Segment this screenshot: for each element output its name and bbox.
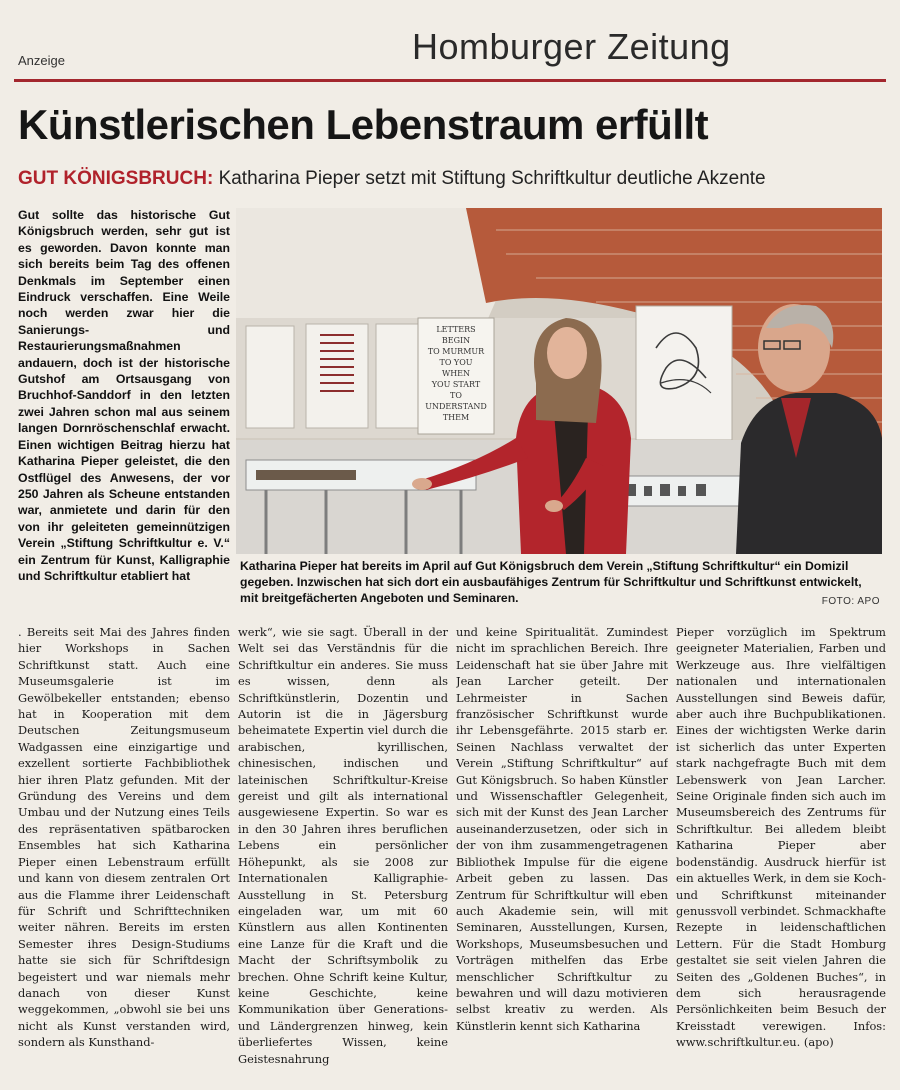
header-rule [14, 79, 886, 82]
headline: Künstlerischen Lebenstraum erfüllt [18, 101, 709, 148]
calligraphy-line: BEGIN [441, 336, 471, 345]
article-photo [236, 208, 882, 554]
photo-credit: FOTO: APO [821, 596, 880, 607]
subheadline-text: Katharina Pieper setzt mit Stiftung Schriftkultur deutliche Akzente [218, 168, 766, 189]
calligraphy-line: TO MURMUR [427, 347, 485, 356]
photo-caption: Katharina Pieper hat bereits im April auf Gut Königsbruch dem Verein „Stiftung Schriftkultur“ ein Domizil gegeben. Inzwischen hat sich dort ein ausbaufähiges Zentrum für Schriftkultur und Schriftkunst entwickelt, mit breitgefächerten Angeboten und Seminaren. [240, 559, 862, 605]
ad-label: Anzeige [18, 53, 65, 68]
calligraphy-line: WHEN [441, 369, 471, 378]
calligraphy-line: YOU START [431, 380, 481, 389]
kicker: GUT KÖNIGSBRUCH: [18, 168, 214, 189]
calligraphy-line: LETTERS [436, 325, 476, 334]
body-column-1 [18, 624, 230, 1082]
body-column-4 [676, 624, 886, 1082]
body-column-3 [456, 624, 668, 1082]
lead-paragraph: Gut sollte das historische Gut Königsbruch werden, sehr gut ist es geworden. Davon konnte man sich bereits beim Tag des offenen Denkmals im September einen Eindruck verschaffen. Eine Weile noch werden zwar hier die Sanierungs- und Restaurierungsmaßnahmen andauern, doch ist der historische Gutshof am Ortsausgang von Bruchhof-Sanddorf in den letzten zwei Jahren schon mal aus seinem langen Dornröschenschlaf erwacht. Einen wichtigen Beitrag hierzu hat Katharina Pieper geleistet, die den Ostflügel des Anwesens, der vor 250 Jahren als Scheune entstanden war, anmietete und darin für den von ihr geleiteten gemeinnützigen Verein „Stiftung Schriftkultur e. V.“ ein Zentrum für Kunst, Kalligraphie und Schriftkultur etabliert hat [18, 208, 230, 583]
body-text: und keine Spiritualität. Zumindest nicht im sprachlichen Bereich. Ihre Leidenschaft hat sie über Jahre mit Jean Larcher geteilt. Der Lehrmeister in Sachen französischer Schriftkunst wurde ihr Lebensgefährte. 2015 starb er. Seinen Nachlass verwaltet der Verein „Stiftung Schriftkultur“ auf Gut Königsbruch. So haben Künstler und Wissenschaftler Gelegenheit, sich mit der Kunst des Jean Larcher auseinanderzusetzen, oder sich in der von ihm zusammengetragenen Bibliothek Impulse für die eigene Arbeit geben zu lassen. Das Zentrum für Schriftkultur will eben auch Akademie sein, will mit Seminaren, Ausstellungen, Kursen, Workshops, Museumsbesuchen und Vorträgen mithelfen das Erbe menschlicher Schriftkultur zu bewahren und will dazu motivieren selbst kreativ zu werden. Als Künstlerin kennt sich Katharina [456, 625, 668, 1033]
body-text: . Bereits seit Mai des Jahres finden hier Workshops in Sachen Schriftkunst statt. Auch eine Museumsgalerie ist im Gewölbekeller entstanden; ebenso hat in Kooperation mit dem Deutschen Zeitungsmuseum Wadgassen eine einzigartige und exzellent sortierte Fachbibliothek hier ihren Platz gefunden. Mit der Gründung des Vereins und dem Umbau und der Nutzung eines Teils des repräsentativen spätbarocken Ensembles hat sich Katharina Pieper einen Lebenstraum erfüllt und kann von diesem zentralen Ort aus die Flamme ihrer Leidenschaft für Schrift und Schrifttechniken weiter nähren. Bereits im ersten Semester ihres Design-Studiums hatte sie sich für Schriftdesign begeistert und war niemals mehr danach von dieser Kunst weggekommen, „obwohl sie bei uns nicht als Kunst verstanden wird, sondern als Kunsthand- [18, 625, 230, 1050]
calligraphy-line: TO [450, 391, 462, 400]
calligraphy-line: UNDERSTAND [425, 402, 487, 411]
calligraphy-line: THEM [442, 413, 470, 422]
newspaper-name: Homburger Zeitung [412, 26, 731, 67]
body-column-2 [238, 624, 448, 1082]
body-text: werk“, wie sie sagt. Überall in der Welt sei das Verständnis für die Schriftkultur ein anderes. Sie muss es wissen, denn als Schriftkünstlerin, Dozentin und Autorin ist die in Jägersburg beheimatete Expertin viel durch die arabischen, kyrillischen, chinesischen, indischen und lateinischen Schriftkultur-Kreise gereist und gilt als international ausgewiesene Expertin. So war es in den 30 Jahren ihres beruflichen Lebens ein persönlicher Höhepunkt, als sie 2008 zur Internationalen Kalligraphie-Ausstellung in St. Petersburg eingeladen war, um mit 60 Künstlern aus allen Kontinenten eine Lanze für die Kraft und die Macht der Schriftsymbolik zu brechen. Ohne Schrift keine Kultur, keine Geschichte, keine Kommunikation über Generations- und Ländergrenzen hinweg, kein überliefertes Wissen, keine Geistesnahrung [238, 625, 448, 1066]
subheadline [18, 168, 766, 190]
body-text: Pieper vorzüglich im Spektrum geeigneter Materialien, Farben und Werkzeuge aus. Ihre vielfältigen nationalen und internationalen Ausstellungen sind Beweis dafür, aber auch ihre Buchpublikationen. Eines der wichtigsten Werke darin ist sicherlich das unter Experten stark nachgefragte Buch mit dem Lebenswerk von Jean Larcher. Seine Originale finden sich auch im Museumsbereich des Zentrums für Schriftkultur. Bei alledem bleibt Katharina Pieper aber bodenständig. Ausdruck hierfür ist ein aktuelles Werk, in dem sie Koch- und Schriftkunst miteinander genussvoll verbindet. Schmackhafte Rezepte in leidenschaftlichen Lettern. Für die Stadt Homburg gestaltet sie seit vielen Jahren die Seiten des „Goldenen Buches“, in dem sich herausragende Persönlichkeiten beim Besuch der Kreisstadt verewigen. Infos: www.schriftkultur.eu. (apo) [676, 625, 886, 1050]
calligraphy-line: TO YOU [439, 358, 473, 367]
